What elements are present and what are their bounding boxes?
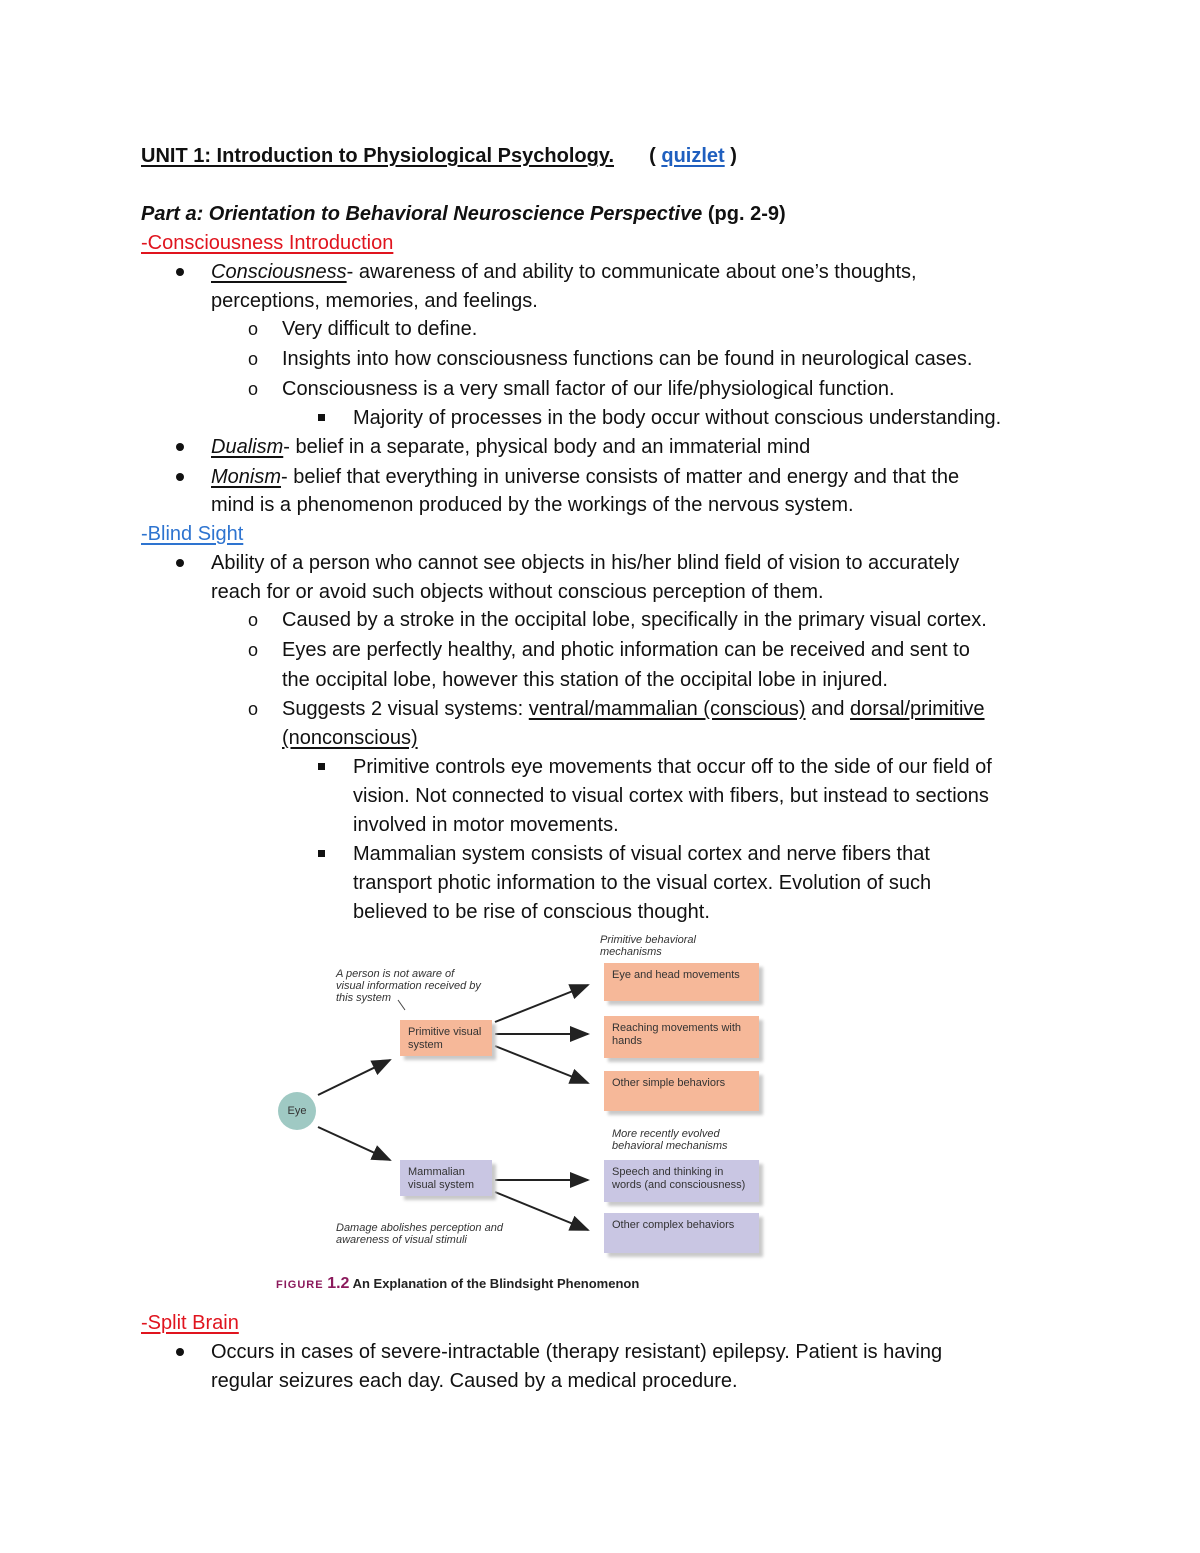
- list-item-cont: perceptions, memories, and feelings.: [211, 290, 538, 312]
- list-item-cont: regular seizures each day. Caused by a medical procedure.: [211, 1370, 738, 1392]
- blindsight-figure: [270, 930, 780, 1300]
- quizlet-link[interactable]: quizlet: [661, 145, 725, 167]
- eye-node: Eye: [278, 1092, 316, 1130]
- sub-sub-item: Mammalian system consists of visual cortex and nerve fibers that: [353, 843, 930, 865]
- sub-sub-item-cont: transport photic information to the visual cortex. Evolution of such: [353, 872, 932, 894]
- primitive-header: Primitive behavioral mechanisms: [600, 934, 696, 958]
- figure-caption: FIGURE 1.2 An Explanation of the Blindsight Phenomenon: [276, 1275, 640, 1292]
- part-a-heading: Part a: Orientation to Behavioral Neuroscience Perspective (pg. 2-9): [141, 203, 786, 225]
- sub-sub-item-cont: vision. Not connected to visual cortex with fibers, but instead to sections: [353, 785, 989, 807]
- circle-bullet: o: [248, 699, 259, 719]
- sub-item: Caused by a stroke in the occipital lobe, specifically in the primary visual cortex.: [282, 609, 987, 631]
- sub-item: Eyes are perfectly healthy, and photic information can be received and sent to: [282, 639, 970, 661]
- section-heading-split-brain: -Split Brain: [141, 1312, 239, 1334]
- list-item-cont: reach for or avoid such objects without conscious perception of them.: [211, 581, 824, 603]
- output-reaching: Reaching movements with hands: [604, 1016, 759, 1058]
- circle-bullet: o: [248, 349, 259, 369]
- sub-sub-item-cont: believed to be rise of conscious thought.: [353, 901, 710, 923]
- list-item: Ability of a person who cannot see objects in his/her blind field of vision to accurately: [211, 552, 960, 574]
- sub-item: Insights into how consciousness functions can be found in neurological cases.: [282, 348, 973, 370]
- circle-bullet: o: [248, 610, 259, 630]
- square-bullet: [318, 850, 325, 857]
- note-bottom: Damage abolishes perception and awareness of visual stimuli: [336, 1222, 503, 1246]
- list-item: Monism- belief that everything in universe consists of matter and energy and that the: [211, 466, 960, 488]
- section-heading-consciousness: -Consciousness Introduction: [141, 232, 394, 254]
- sub-sub-item: Primitive controls eye movements that occur off to the side of our field of: [353, 756, 992, 778]
- sub-item: Suggests 2 visual systems: ventral/mammalian (conscious) and dorsal/primitive: [282, 698, 985, 720]
- bullet-dot: [176, 268, 184, 276]
- page-title: UNIT 1: Introduction to Physiological Psychology. ( quizlet ): [141, 145, 737, 167]
- output-speech: Speech and thinking in words (and consciousness): [604, 1160, 759, 1202]
- bullet-dot: [176, 559, 184, 567]
- sub-item: Consciousness is a very small factor of our life/physiological function.: [282, 378, 895, 400]
- list-item: Consciousness- awareness of and ability to communicate about one’s thoughts,: [211, 261, 917, 283]
- output-complex: Other complex behaviors: [604, 1213, 759, 1253]
- bullet-dot: [176, 443, 184, 451]
- sub-sub-item: Majority of processes in the body occur without conscious understanding.: [353, 407, 1002, 429]
- list-item-cont: mind is a phenomenon produced by the workings of the nervous system.: [211, 494, 854, 516]
- circle-bullet: o: [248, 640, 259, 660]
- primitive-system-box: Primitive visual system: [400, 1020, 492, 1056]
- recent-header: More recently evolved behavioral mechanisms: [612, 1128, 728, 1152]
- circle-bullet: o: [248, 319, 259, 339]
- sub-item-cont: the occipital lobe, however this station of the occipital lobe in injured.: [282, 669, 888, 691]
- mammalian-system-box: Mammalian visual system: [400, 1160, 492, 1196]
- section-heading-blind-sight: -Blind Sight: [141, 523, 244, 545]
- bullet-dot: [176, 473, 184, 481]
- square-bullet: [318, 763, 325, 770]
- list-item: Occurs in cases of severe-intractable (therapy resistant) epilepsy. Patient is having: [211, 1341, 943, 1363]
- note-top: A person is not aware of visual information received by this system: [336, 968, 481, 1004]
- list-item: Dualism- belief in a separate, physical body and an immaterial mind: [211, 436, 811, 458]
- sub-item: Very difficult to define.: [282, 318, 478, 340]
- output-simple: Other simple behaviors: [604, 1071, 759, 1111]
- bullet-dot: [176, 1348, 184, 1356]
- sub-item-cont: (nonconscious): [282, 727, 418, 749]
- circle-bullet: o: [248, 379, 259, 399]
- sub-sub-item-cont: involved in motor movements.: [353, 814, 619, 836]
- output-eye-head: Eye and head movements: [604, 963, 759, 1001]
- square-bullet: [318, 414, 325, 421]
